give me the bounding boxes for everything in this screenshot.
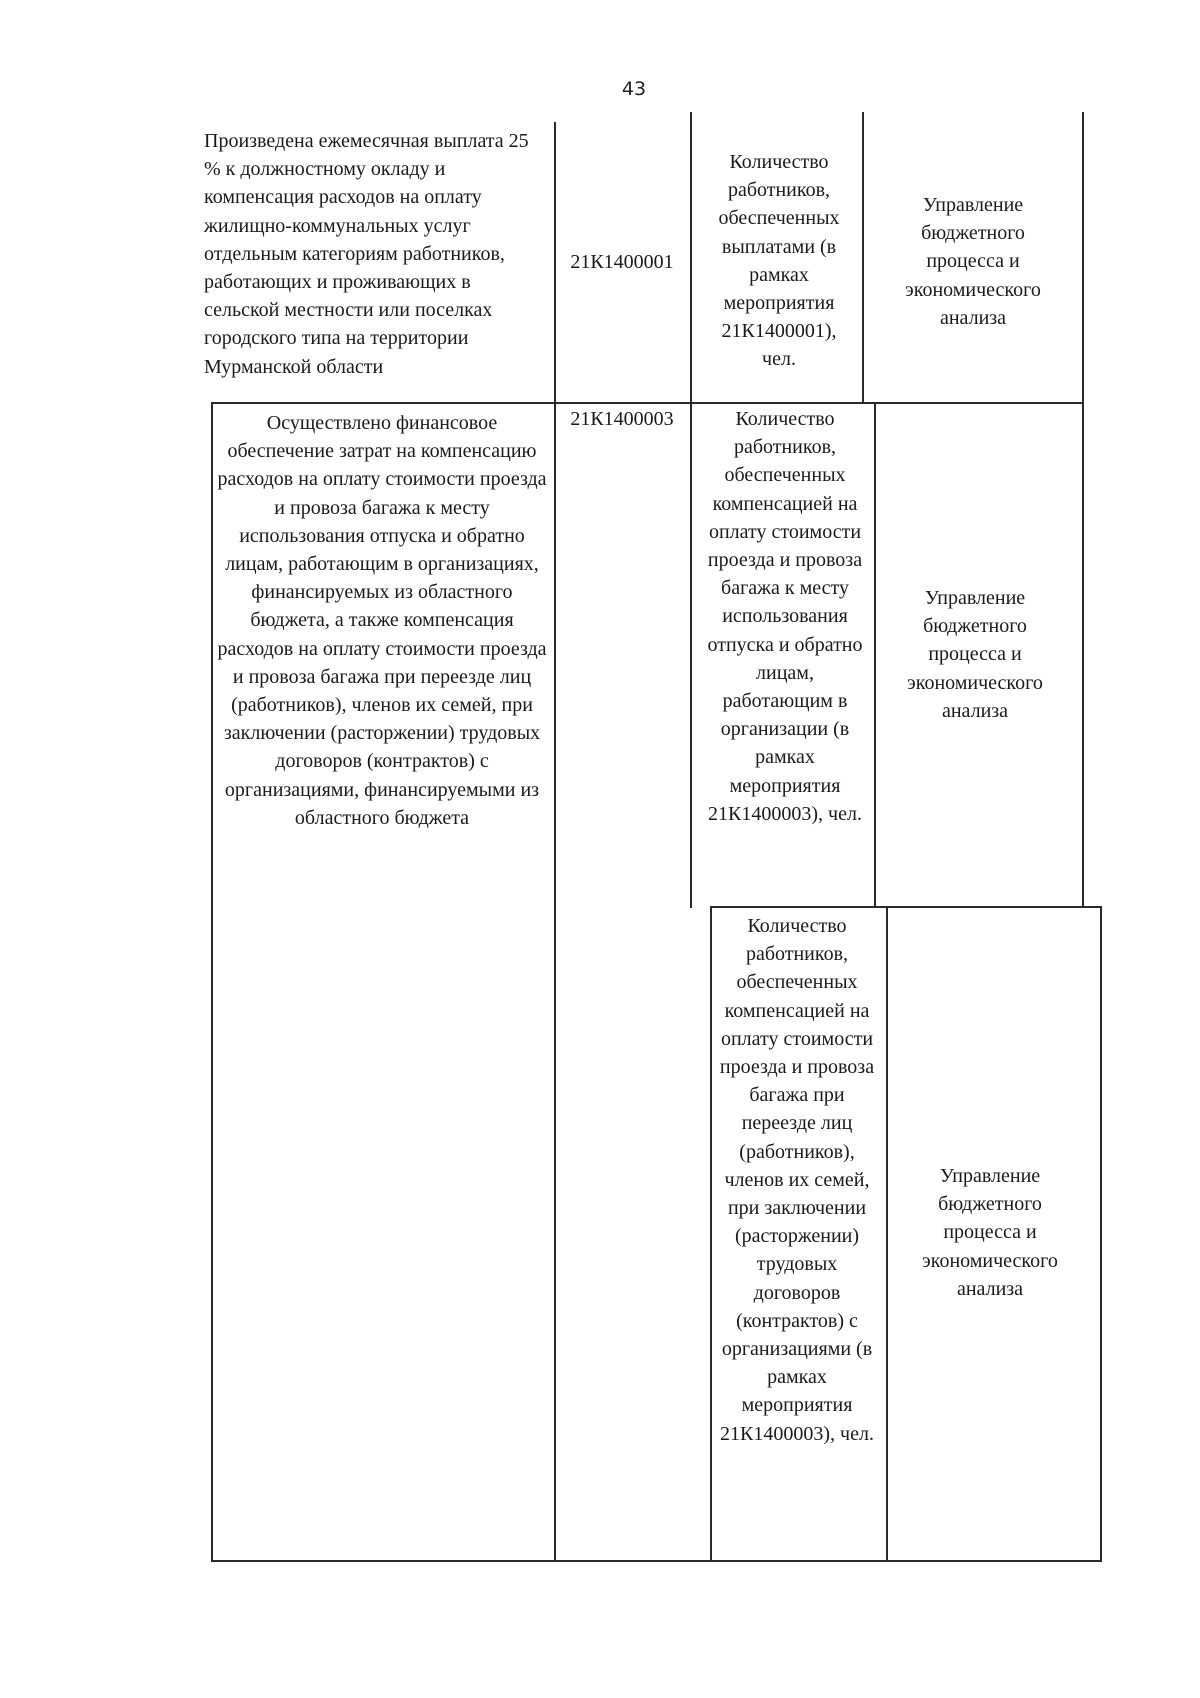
page-number: 43 xyxy=(621,78,647,100)
table-row-2-indicator-2: Количество работников, обеспеченных компенсацией на оплату стоимости проезда и провоза багажа при переезде лиц (работников), членов их семей, при заключении (расторжении) трудовых договоров (контрактов) с организациями (в рамках мероприятия 21К1400003), чел. xyxy=(719,915,875,1445)
table-row-2-code: 21К1400003 xyxy=(570,408,674,430)
table-border-bottom xyxy=(211,1560,1102,1562)
table-row-1-code: 21К1400001 xyxy=(570,250,674,273)
row-divider-1 xyxy=(211,402,1083,404)
table-divider-code-indicator-lower xyxy=(710,908,712,1560)
indicator-divider-2 xyxy=(710,906,1102,908)
table-border-right-lower xyxy=(1100,908,1102,1560)
table-row-1-indicator: Количество работников, обеспеченных выплатами (в рамках мероприятия 21К1400001), чел. xyxy=(718,151,840,371)
table-row-1-responsible: Управление бюджетного процесса и экономического анализа xyxy=(905,194,1041,329)
table-divider-indicator-responsible-top xyxy=(862,112,864,402)
table-divider-indicator-responsible-bottom xyxy=(886,908,888,1560)
table-border-right-upper xyxy=(1082,112,1084,908)
table-row-1-event: Произведена ежемесячная выплата 25 % к должностному окладу и компенсация расходов на оплату жилищно-коммунальных услуг отдельным категориям работников, работающих и проживающих в сельской местности или поселках городского типа на территории Мурманской области xyxy=(204,130,529,378)
table-divider-code-indicator-upper xyxy=(690,112,692,908)
table-row-2-responsible-1: Управление бюджетного процесса и экономического анализа xyxy=(907,587,1043,722)
table-divider-indicator-responsible-middle xyxy=(874,402,876,908)
table-border-left xyxy=(211,402,213,1560)
table-row-2-indicator-1: Количество работников, обеспеченных компенсацией на оплату стоимости проезда и провоза багажа к месту использования отпуска и обратно лицам, работающим в организации (в рамках мероприятия 21К1400003), чел. xyxy=(707,408,863,825)
table-row-2-event: Осуществлено финансовое обеспечение затрат на компенсацию расходов на оплату стоимости проезда и провоза багажа к месту использования отпуска и обратно лицам, работающим в организациях, финансируемых из областного бюджета, а также компенсация расходов на оплату стоимости проезда и провоза багажа при переезде лиц (работников), членов их семей, при заключении (расторжении) трудовых договоров (контрактов) с организациями, финансируемыми из областного бюджета xyxy=(217,412,547,829)
table-row-2-responsible-2: Управление бюджетного процесса и экономического анализа xyxy=(922,1165,1058,1300)
